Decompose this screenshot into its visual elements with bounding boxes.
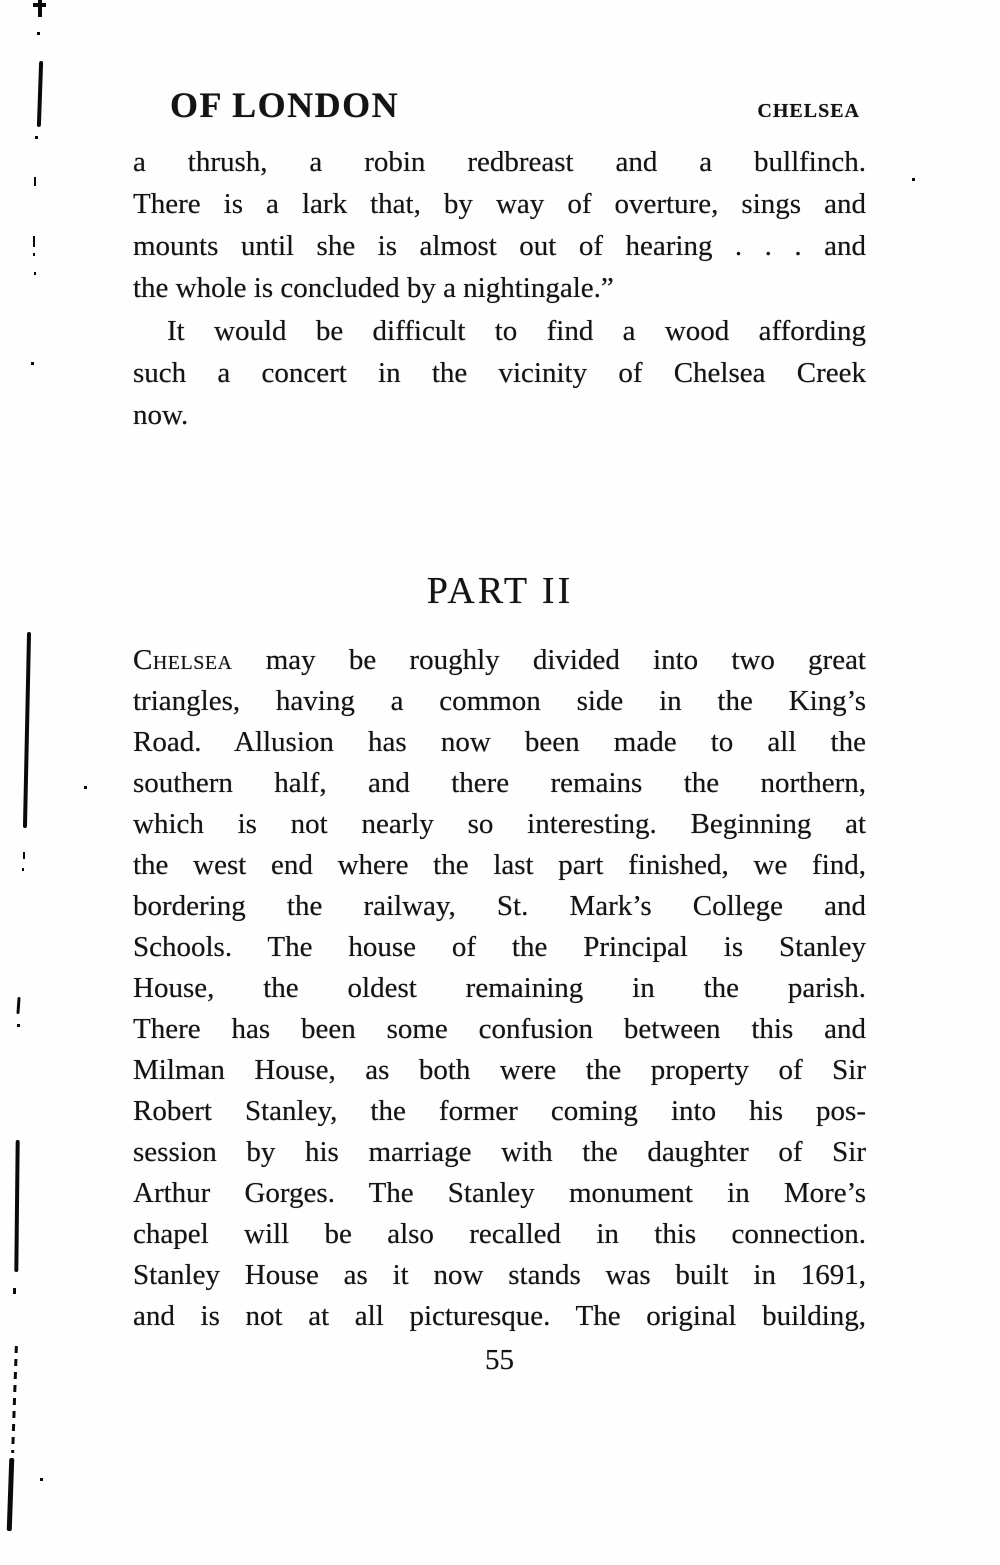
scan-artifact [34, 177, 36, 186]
text-line: southern half, and there remains the northern, [133, 767, 866, 799]
scan-artifact [35, 136, 38, 139]
text-line: Stanley House as it now stands was built in 1691, [133, 1259, 866, 1291]
scan-artifact [37, 32, 40, 35]
scan-artifact [912, 178, 915, 181]
text-line: now. [133, 399, 189, 431]
text-line: session by his marriage with the daughter of Sir [133, 1136, 866, 1168]
scan-artifact [34, 272, 36, 275]
text-line: the whole is concluded by a nightingale.” [133, 272, 614, 304]
scan-artifact [33, 3, 46, 7]
scan-artifact [16, 997, 20, 1014]
text-line: a thrush, a robin redbreast and a bullfinch. [133, 146, 866, 178]
text-line: bordering the railway, St. Mark’s College and [133, 890, 866, 922]
text-line: It would be difficult to find a wood affording [167, 315, 866, 347]
lead-word: Chelsea [133, 644, 233, 676]
text-line: Robert Stanley, the former coming into his pos- [133, 1095, 866, 1127]
scan-artifact [84, 786, 87, 789]
text-line: Schools. The house of the Principal is Stanley [133, 931, 866, 963]
scan-artifact [33, 253, 35, 256]
scan-artifact [40, 1478, 43, 1481]
scan-artifact [23, 632, 31, 828]
scan-artifact [13, 1288, 16, 1294]
running-head [170, 84, 860, 126]
header-title: OF LONDON [170, 85, 400, 125]
text-line: House, the oldest remaining in the parish. [133, 972, 866, 1004]
scan-artifact [22, 868, 24, 871]
scan-artifact [11, 1346, 18, 1453]
paragraph-continuation [133, 141, 866, 309]
paragraph-2 [133, 310, 866, 436]
scan-artifact [23, 852, 25, 859]
text-line: There has been some confusion between this and [133, 1013, 866, 1045]
text-line: chapel will be also recalled in this connection. [133, 1218, 866, 1250]
text-line: Road. Allusion has now been made to all the [133, 726, 866, 758]
text-line: triangles, having a common side in the King’s [133, 685, 866, 717]
text-line: There is a lark that, by way of overture, sings and [133, 188, 866, 220]
text-line: the west end where the last part finished, we find, [133, 849, 866, 881]
text-line: such a concert in the vicinity of Chelsea Creek [133, 357, 866, 389]
text-line [133, 640, 866, 681]
scan-artifact [17, 1024, 20, 1027]
page-number: 55 [485, 1344, 514, 1376]
scan-artifact [33, 236, 35, 247]
paragraph-3 [133, 640, 866, 1337]
section-heading: PART II [426, 570, 574, 612]
text-line: Arthur Gorges. The Stanley monument in More’s [133, 1177, 866, 1209]
header-section-label: CHELSEA [757, 100, 860, 122]
scan-artifact [31, 362, 34, 365]
scan-artifact [7, 1458, 15, 1531]
text-line: and is not at all picturesque. The original building, [133, 1300, 866, 1332]
scan-artifact [14, 1140, 19, 1272]
text-line: which is not nearly so interesting. Beginning at [133, 808, 866, 840]
text-line: mounts until she is almost out of hearing . . . and [133, 230, 866, 262]
lead-rest: may be roughly divided into two great [232, 644, 866, 676]
text-line: Milman House, as both were the property of Sir [133, 1054, 866, 1086]
scan-artifact [37, 61, 43, 127]
